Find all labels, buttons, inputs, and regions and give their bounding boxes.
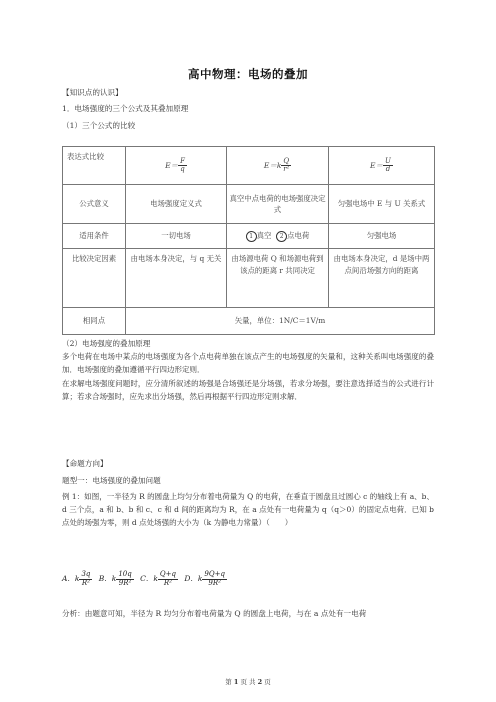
table-cell: 比较决定因素 [63, 249, 126, 308]
table-cell: 一切电场 [126, 224, 227, 249]
paragraph-superposition: 多个电荷在电场中某点的电场强度为各个点电荷单独在该点产生的电场强度的矢量和，这种关系叫电场强度的叠加．电场强度的叠加遵循平行四边形定则． [62, 352, 434, 374]
subheading-comparison: （1）三个公式的比较 [62, 121, 136, 130]
circled-number-2: 2 [276, 231, 287, 242]
formula-uniform-field: E＝ $\frac{U}{d}$ [329, 147, 435, 185]
table-row [63, 147, 435, 185]
table-cell: 相同点 [63, 308, 126, 335]
circled-number-1: 1 [246, 231, 257, 242]
page-total: 2 [257, 678, 263, 686]
table-cell: 由电场本身决定，与 q 无关 [126, 249, 227, 308]
table-cell: 由场源电荷 Q 和场源电荷到该点的距离 r 共同决定 [227, 249, 329, 308]
section-knowledge: 【知识点的认识】 [62, 88, 123, 97]
example-1-text: 例 1：如图，一半径为 R 的圆盘上均匀分布着电荷量为 Q 的电荷，在垂直于圆盘且过圆心 c 的轴线上有 a、b、d 三个点，a 和 b、b 和 c、c 和 d 间的距离均为 R，在 a 点处有一电荷量为 q（q＞0）的固定点电荷．已知 b 点处的场强为零，则 d 点处场强的大小为（k 为静电力常量）（ ） [62, 492, 434, 527]
topic-heading: 题型一：电场强度的叠加问题 [62, 476, 161, 485]
table-cell: 真空中点电荷的电场强度决定式 [227, 185, 329, 224]
subheading-superposition: （2）电场强度的叠加原理 [62, 339, 151, 348]
table-cell: 适用条件 [63, 224, 126, 249]
table-row [63, 185, 435, 224]
table-cell-merged: 矢量，单位：1N/C＝1V/m [126, 308, 435, 335]
option-b[interactable]: B．k $\frac{10q}{\text{9R²}}$ [98, 570, 132, 587]
section-direction: 【命题方向】 [62, 459, 108, 468]
page-title: 高中物理：电场的叠加 [188, 67, 308, 81]
analysis-text: 分析：由题意可知，半径为 R 均匀分布着电荷量为 Q 的圆盘上电荷，与在 a 点处有一电荷 [62, 609, 367, 618]
option-d[interactable]: D．k $\frac{9Q+q}{\text{9R²}}$ [184, 570, 225, 587]
formula-comparison-table [62, 146, 435, 335]
formula-point-charge: E＝k $\frac{Q}{\text{r²}}$ [227, 147, 329, 185]
option-c[interactable]: C．k $\frac{Q+q}{\text{R²}}$ [140, 570, 176, 587]
page-number: 1 [233, 678, 239, 686]
option-a[interactable]: A．k $\frac{3q}{\text{R²}}$ [62, 570, 91, 587]
table-cell: 匀强电场中 E 与 U 关系式 [329, 185, 435, 224]
table-row [63, 308, 435, 335]
table-cell: 表达式比较 [63, 147, 126, 185]
paragraph-method: 在求解电场强度问题时，应分清所叙述的场强是合场强还是分场强，若求分场强，要注意选择适当的公式进行计算；若求合场强时，应先求出分场强，然后再根据平行四边形定则求解． [62, 379, 434, 401]
table-row [63, 224, 435, 249]
table-cell: 公式意义 [63, 185, 126, 224]
point-1-heading: 1．电场强度的三个公式及其叠加原理 [62, 104, 189, 113]
answer-options [62, 571, 227, 587]
table-cell: 由电场本身决定，d 是场中两点间沿场强方向的距离 [329, 249, 435, 308]
formula-definition: E＝ $\frac{F}{q}$ [126, 147, 227, 185]
page-footer: 第 1 页 共 2 页 [225, 678, 271, 686]
table-row [63, 249, 435, 308]
table-cell: 1 真空 2 点电荷 [227, 224, 329, 249]
table-cell: 电场强度定义式 [126, 185, 227, 224]
table-cell: 匀强电场 [329, 224, 435, 249]
